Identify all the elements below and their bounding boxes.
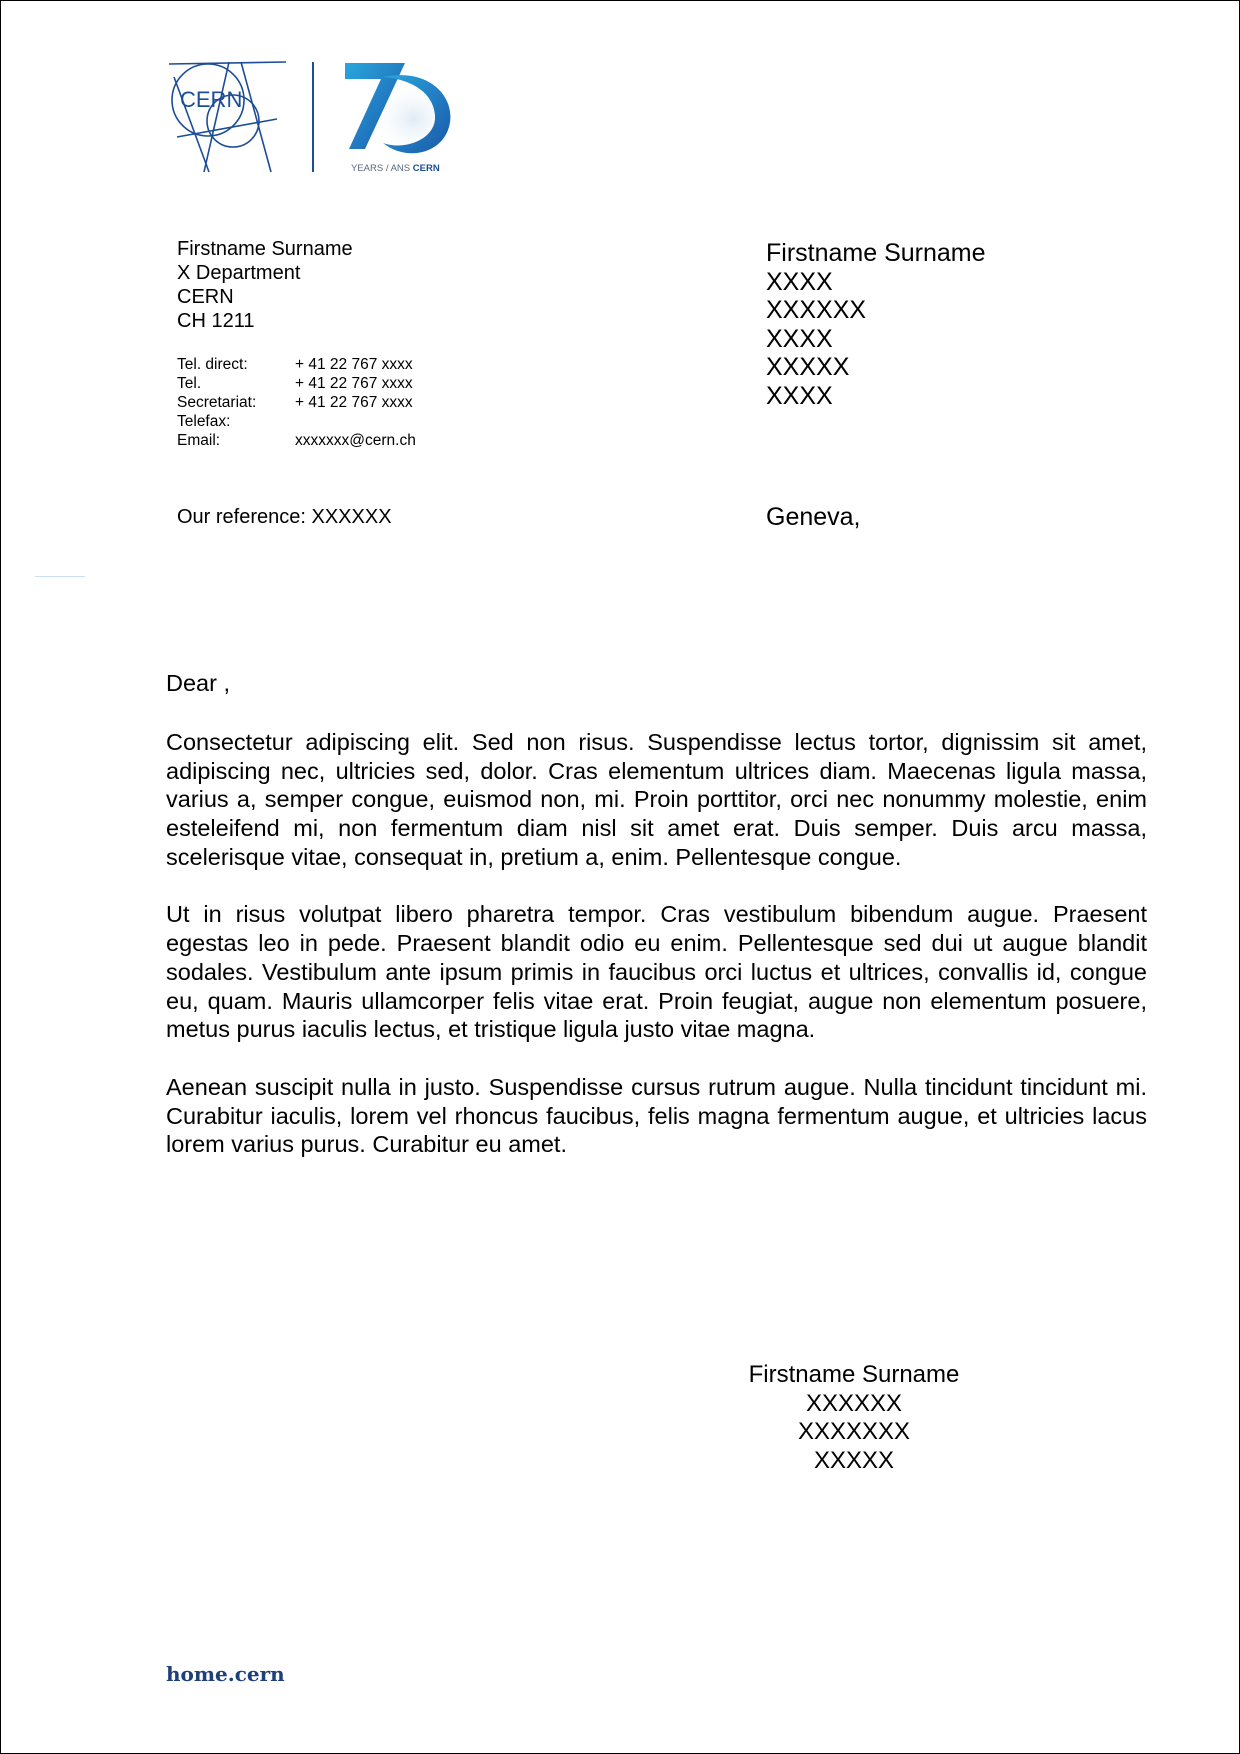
recipient-line: XXXXXX (766, 296, 867, 324)
signatory-name: Firstname Surname (748, 1361, 960, 1388)
body-paragraph: Consectetur adipiscing elit. Sed non risus. Suspendisse lectus tortor, dignissim sit amet, adipiscing nec, ultricies sed, dolor. Cras elementum ultrices diam. Maecenas ligula massa, varius a, semper congue, euismod non, mi. Proin porttitor, orci nec nonummy molestie, enim esteleifend mi, non fermentum diam nisl sit amet erat. Duis semper. Duis arcu massa, scelerisque vitae, consequat in, pretium a, enim. Pellentesque congue. (166, 728, 1147, 870)
sender-name: Firstname Surname (177, 238, 353, 260)
letterhead-logo (169, 57, 489, 179)
contact-row (177, 431, 416, 450)
contact-row (177, 393, 416, 412)
signatory-line: XXXXX (813, 1446, 895, 1474)
letter-body (166, 669, 1147, 1188)
recipient-name: Firstname Surname (766, 239, 986, 267)
contact-row (177, 412, 416, 431)
contact-label: Email: (177, 432, 221, 449)
sender-contacts (177, 355, 416, 450)
body-paragraph: Ut in risus volutpat libero pharetra tempor. Cras vestibulum bibendum augue. Praesent egestas leo in pede. Praesent blandit odio eu enim. Pellentesque sed dui ut augue blandit sodales. Vestibulum ante ipsum primis in faucibus orci luctus et ultrices, convallis id, congue eu, quam. Mauris ullamcorper felis vitae erat. Proin feugiat, augue non elementum posuere, metus purus iaculis lectus, et tristique ligula justo vitae magna. (166, 901, 1147, 1043)
anniversary-70-icon (345, 63, 459, 159)
signatory-line: XXXXXXX (797, 1418, 911, 1445)
contact-row (177, 355, 416, 374)
contact-value: + 41 22 767 xxxx (295, 375, 413, 392)
logo-years-text: YEARS / ANS CERN (351, 163, 440, 174)
contact-value: + 41 22 767 xxxx (295, 394, 413, 411)
place-date: Geneva, (766, 503, 861, 531)
contact-label: Telefax: (177, 413, 231, 430)
signatory-line: XXXXXX (805, 1389, 903, 1417)
sender-address (177, 237, 353, 333)
contact-label: Tel. (177, 375, 202, 392)
cern-70-years-logo (169, 57, 489, 179)
recipient-address (766, 239, 986, 410)
recipient-line: XXXX (766, 381, 833, 410)
footer-website: home.cern (166, 1662, 285, 1686)
contact-value: + 41 22 767 xxxx (295, 356, 413, 373)
contact-label: Tel. direct: (177, 356, 248, 373)
sender-department: X Department (177, 262, 301, 284)
body-paragraph: Aenean suscipit nulla in justo. Suspendisse cursus rutrum augue. Nulla tincidunt tincidunt mi. Curabitur iaculis, lorem vel rhoncus faucibus, felis magna fermentum augue, et ultricies lacus lorem varius purus. Curabitur eu amet. (166, 1073, 1147, 1158)
our-reference: Our reference: XXXXXX (177, 506, 392, 528)
logo-cern-text: CERN (180, 87, 243, 112)
recipient-line: XXXX (766, 267, 833, 296)
salutation: Dear , (166, 670, 230, 696)
cern-emblem-icon (169, 62, 286, 172)
contact-row (177, 374, 416, 393)
sender-postcode: CH 1211 (177, 310, 255, 332)
contact-email: xxxxxxx@cern.ch (295, 432, 416, 449)
recipient-line: XXXXX (766, 353, 850, 381)
fold-mark (35, 576, 85, 577)
sender-organization: CERN (177, 286, 234, 308)
recipient-line: XXXX (766, 324, 833, 353)
signature-block (709, 1361, 999, 1475)
contact-label: Secretariat: (177, 394, 257, 411)
